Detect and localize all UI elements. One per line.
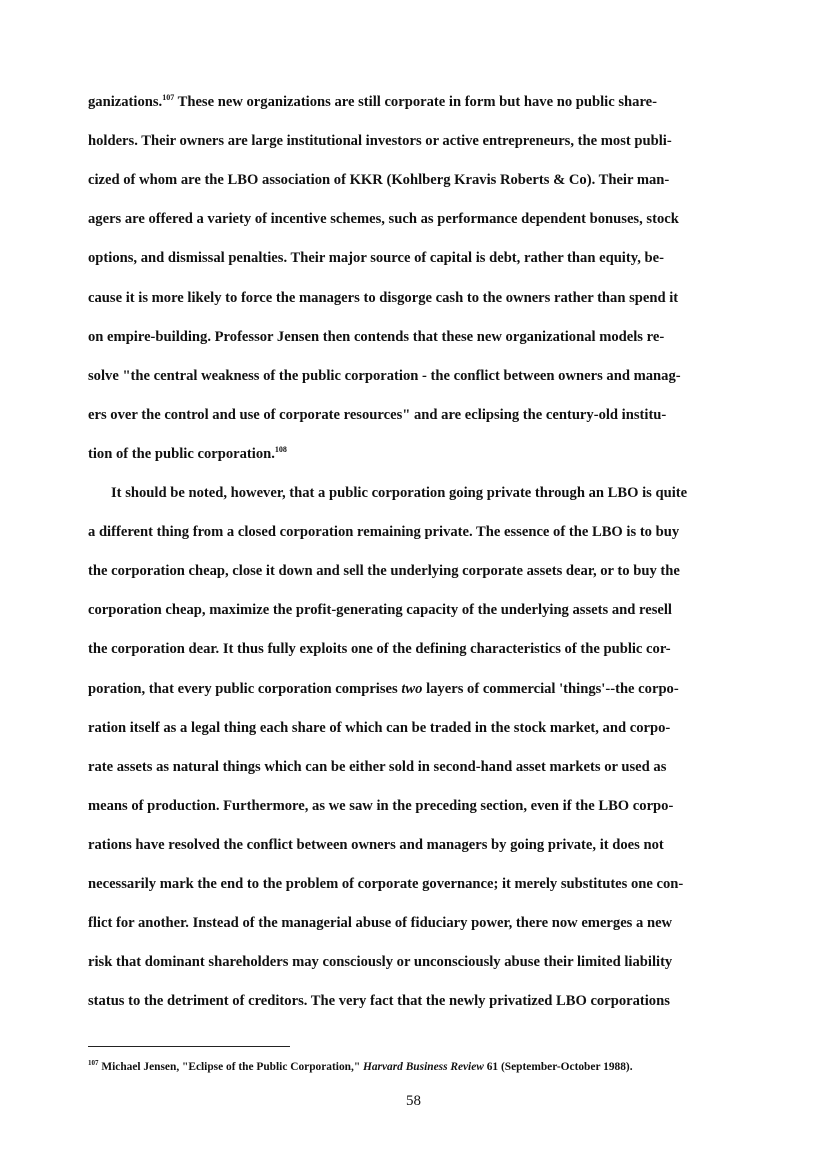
text-line: necessarily mark the end to the problem of corporate governance; it merely substitutes one con- <box>88 876 684 892</box>
line-text: layers of commercial 'things'--the corpo- <box>422 680 679 697</box>
footnote-number: 107 <box>88 1059 99 1068</box>
text-line: It should be noted, however, that a public corporation going private through an LBO is quite <box>111 485 688 501</box>
text-line: ers over the control and use of corporate resources" and are eclipsing the century-old institu- <box>88 406 667 423</box>
text-line <box>88 445 768 463</box>
footnote-text-post: 61 (September-October 1988). <box>483 1061 633 1073</box>
footnote-text-pre: Michael Jensen, "Eclipse of the Public Corporation," <box>98 1061 363 1073</box>
text-line: means of production. Furthermore, as we saw in the preceding section, even if the LBO corpo- <box>88 797 674 814</box>
text-line: rations have resolved the conflict between owners and managers by going private, it does not <box>88 836 664 853</box>
text-line <box>88 680 768 698</box>
line-text: These new organizations are still corporate in form but have no public share- <box>174 94 658 110</box>
text-line: corporation cheap, maximize the profit-generating capacity of the underlying assets and resell <box>88 602 672 619</box>
text-line: the corporation dear. It thus fully exploits one of the defining characteristics of the public cor- <box>88 641 671 658</box>
text-line: cause it is more likely to force the managers to disgorge cash to the owners rather than spend it <box>88 289 679 306</box>
text-line: holders. Their owners are large institutional investors or active entrepreneurs, the most publi- <box>88 133 672 150</box>
line-text: ganizations. <box>88 94 163 110</box>
line-text: poration, that every public corporation comprises <box>88 680 402 697</box>
text-line: a different thing from a closed corporation remaining private. The essence of the LBO is to buy <box>88 524 680 541</box>
text-line <box>88 93 768 111</box>
text-line: the corporation cheap, close it down and sell the underlying corporate assets dear, or to buy the <box>88 563 680 580</box>
text-line: agers are offered a variety of incentive schemes, such as performance dependent bonuses, stock <box>88 211 679 228</box>
footnote <box>88 1059 788 1075</box>
text-line: rate assets as natural things which can be either sold in second-hand asset markets or used as <box>88 758 667 775</box>
text-line: options, and dismissal penalties. Their major source of capital is debt, rather than equity, be- <box>88 250 664 267</box>
line-text: tion of the public corporation. <box>88 445 275 462</box>
footnote-reference: 108 <box>274 445 287 455</box>
text-line: solve "the central weakness of the public corporation - the conflict between owners and manag- <box>88 367 681 384</box>
text-line: risk that dominant shareholders may consciously or unconsciously abuse their limited liability <box>88 954 673 971</box>
text-line: flict for another. Instead of the managerial abuse of fiduciary power, there now emerges a new <box>88 915 673 932</box>
text-line: ration itself as a legal thing each share of which can be traded in the stock market, and corpo- <box>88 719 671 736</box>
footnote-journal: Harvard Business Review <box>363 1061 484 1073</box>
text-line: on empire-building. Professor Jensen then contends that these new organizational models re- <box>88 328 665 345</box>
page-number: 58 <box>406 1093 421 1109</box>
emphasis: two <box>401 680 423 697</box>
text-line: status to the detriment of creditors. The very fact that the newly privatized LBO corporations <box>88 993 670 1010</box>
text-line: cized of whom are the LBO association of KKR (Kohlberg Kravis Roberts & Co). Their man- <box>88 172 670 189</box>
footnote-reference: 107 <box>162 93 175 103</box>
footnote-divider <box>88 1046 290 1047</box>
